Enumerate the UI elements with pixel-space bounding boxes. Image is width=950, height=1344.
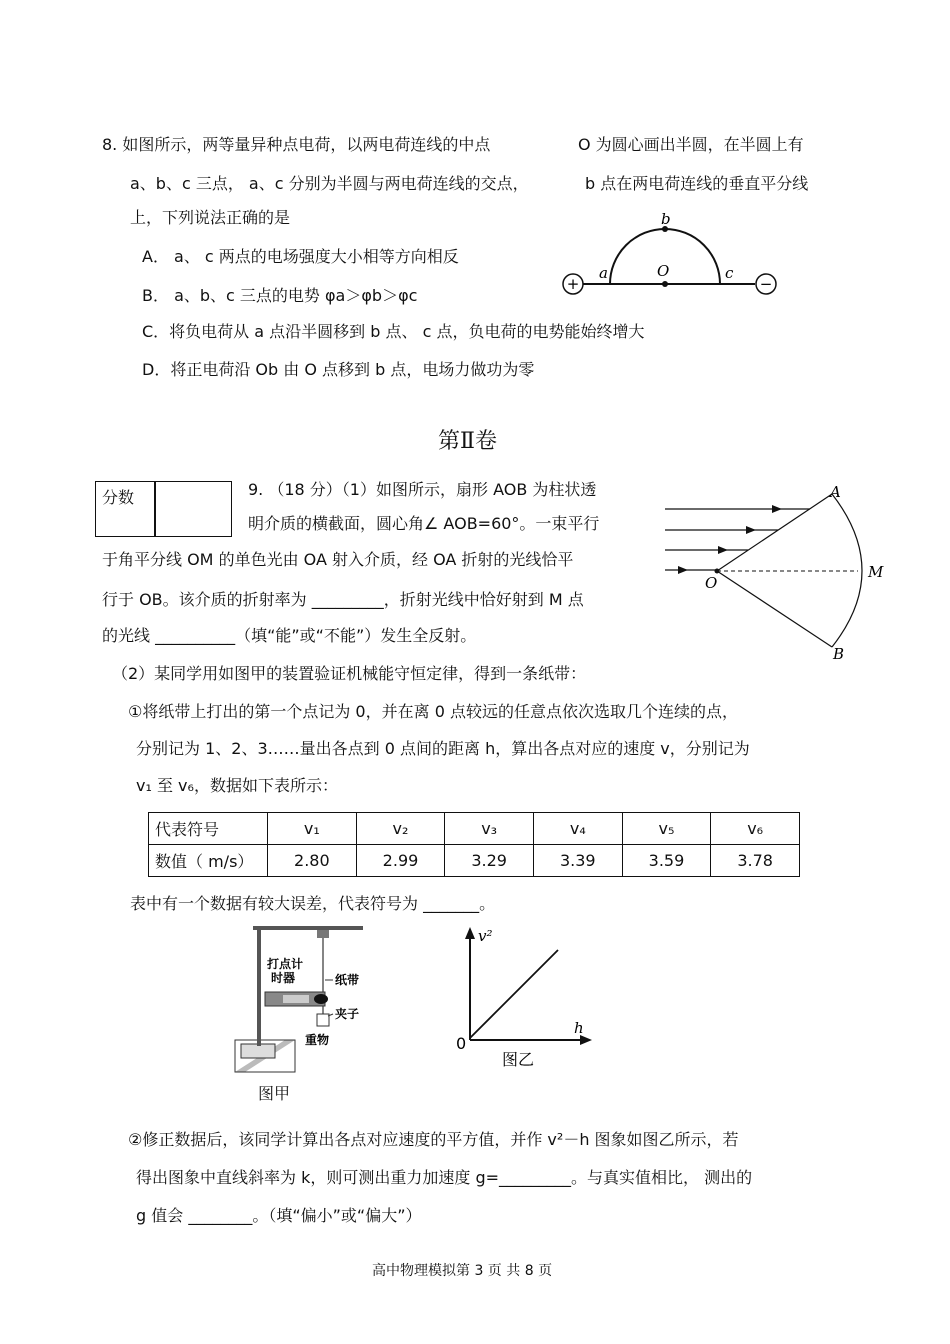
- center-point: [662, 281, 668, 287]
- q9-p2-line1: （2）某同学用如图甲的装置验证机械能守恒定律，得到一条纸带：: [112, 664, 587, 683]
- score-box: [95, 481, 232, 537]
- sector-figure: [660, 482, 890, 662]
- top-clamp: [317, 930, 329, 938]
- y-arrow: [465, 927, 475, 939]
- table-cell: v₂: [356, 813, 445, 845]
- base-block: [241, 1044, 275, 1058]
- y-label: v²: [478, 927, 493, 945]
- table-cell: 3.39: [533, 845, 622, 877]
- q9-p3-line2: 得出图象中直线斜率为 k，则可测出重力加速度 g=_________。与真实值相比， 测出的: [136, 1168, 753, 1187]
- radius-oa: [717, 494, 832, 571]
- radius-ob: [717, 571, 832, 647]
- q9-p2-line3: 分别记为 1、2、3……量出各点到 0 点间的距离 h，算出各点对应的速度 v，分别记为: [136, 739, 750, 758]
- table-cell: 数值（ m/s）: [149, 845, 268, 877]
- plus-sign: +: [566, 275, 580, 293]
- q8-line1b: O 为圆心画出半圆，在半圆上有: [578, 135, 804, 154]
- timer-label-2: 时器: [271, 971, 296, 985]
- table-cell: 2.80: [268, 845, 357, 877]
- apparatus-figure: [225, 922, 375, 1082]
- clip-label: 夹子: [335, 1007, 360, 1021]
- point-o: [715, 569, 720, 574]
- q8-option-c: C．将负电荷从 a 点沿半圆移到 b 点、 c 点，负电荷的电势能始终增大: [142, 322, 645, 341]
- stand-pole: [257, 928, 261, 1046]
- label-a: a: [599, 264, 608, 282]
- table-cell: v₆: [711, 813, 800, 845]
- q9-p1-line2: 明介质的横截面，圆心角∠ AOB=60°。一束平行: [248, 514, 600, 533]
- table-cell: 3.59: [622, 845, 711, 877]
- table-header-row: [149, 813, 800, 845]
- q8-line2a: a、b、c 三点， a、c 分别为半圆与两电荷连线的交点，: [130, 174, 529, 193]
- fig-yi-caption: 图乙: [502, 1050, 535, 1069]
- weight: [317, 1014, 329, 1026]
- label-M: M: [868, 563, 884, 581]
- page-footer: 高中物理模拟第 3 页 共 8 页: [372, 1263, 553, 1279]
- tape-label: 纸带: [335, 973, 360, 987]
- timer-clip: [314, 994, 328, 1004]
- table-row: [149, 845, 800, 877]
- minus-sign: −: [759, 275, 773, 293]
- table-cell: 代表符号: [149, 813, 268, 845]
- light-rays: [665, 505, 810, 574]
- table-cell: v₅: [622, 813, 711, 845]
- q9-p2-line5: 表中有一个数据有较大误差，代表符号为 _______。: [130, 894, 496, 913]
- score-divider: [154, 482, 156, 536]
- score-label: 分数: [102, 488, 135, 507]
- q8-line3: 上，下列说法正确的是: [130, 208, 291, 227]
- graph-line: [470, 950, 558, 1038]
- table-cell: v₃: [445, 813, 534, 845]
- label-b: b: [661, 210, 671, 228]
- q9-p3-line3: g 值会 ________。（填“偏小”或“偏大”）: [136, 1206, 422, 1225]
- table-cell: v₁: [268, 813, 357, 845]
- table-cell: v₄: [533, 813, 622, 845]
- label-O: O: [705, 574, 718, 592]
- stand-top: [253, 926, 363, 930]
- weight-label: 重物: [305, 1033, 330, 1047]
- section-title: 第Ⅱ卷: [438, 429, 497, 454]
- fig-jia-caption: 图甲: [258, 1084, 291, 1103]
- label-B: B: [833, 645, 845, 663]
- q9-p1-line4: 行于 OB。该介质的折射率为 _________，折射光线中恰好射到 M 点: [102, 590, 584, 609]
- velocity-table: [148, 812, 800, 877]
- label-o: O: [657, 262, 670, 280]
- q9-p1-line1: 9. （18 分）（1）如图所示，扇形 AOB 为柱状透: [248, 480, 597, 499]
- q9-p2-line4: v₁ 至 v₆，数据如下表所示：: [136, 776, 338, 795]
- table-cell: 2.99: [356, 845, 445, 877]
- x-label: h: [574, 1019, 584, 1037]
- label-A: A: [830, 483, 841, 501]
- q8-line1a: 8. 如图所示，两等量异种点电荷，以两电荷连线的中点: [102, 135, 491, 154]
- timer-label: 打点计: [267, 957, 304, 971]
- origin-label: 0: [456, 1034, 467, 1053]
- timer-window: [283, 995, 309, 1003]
- q9-p1-line3: 于角平分线 OM 的单色光由 OA 射入介质，经 OA 折射的光线恰平: [102, 550, 574, 569]
- q8-option-b: B． a、b、c 三点的电势 φa＞φb＞φc: [142, 286, 418, 305]
- q8-charge-figure: [555, 212, 795, 302]
- table-cell: 3.29: [445, 845, 534, 877]
- q9-p3-line1: ②修正数据后，该同学计算出各点对应速度的平方值，并作 v²－h 图象如图乙所示，若: [128, 1130, 739, 1149]
- label-c: c: [725, 264, 734, 282]
- v2-h-graph: [450, 925, 595, 1070]
- q9-p2-line2: ①将纸带上打出的第一个点记为 0，并在离 0 点较远的任意点依次选取几个连续的点，: [128, 702, 738, 721]
- table-cell: 3.78: [711, 845, 800, 877]
- q8-line2b: b 点在两电荷连线的垂直平分线: [585, 174, 809, 193]
- q9-p1-line5: 的光线 __________（填“能”或“不能”）发生全反射。: [102, 626, 477, 645]
- q8-option-a: A． a、 c 两点的电场强度大小相等方向相反: [142, 247, 459, 266]
- q8-option-d: D．将正电荷沿 Ob 由 O 点移到 b 点，电场力做功为零: [142, 360, 535, 379]
